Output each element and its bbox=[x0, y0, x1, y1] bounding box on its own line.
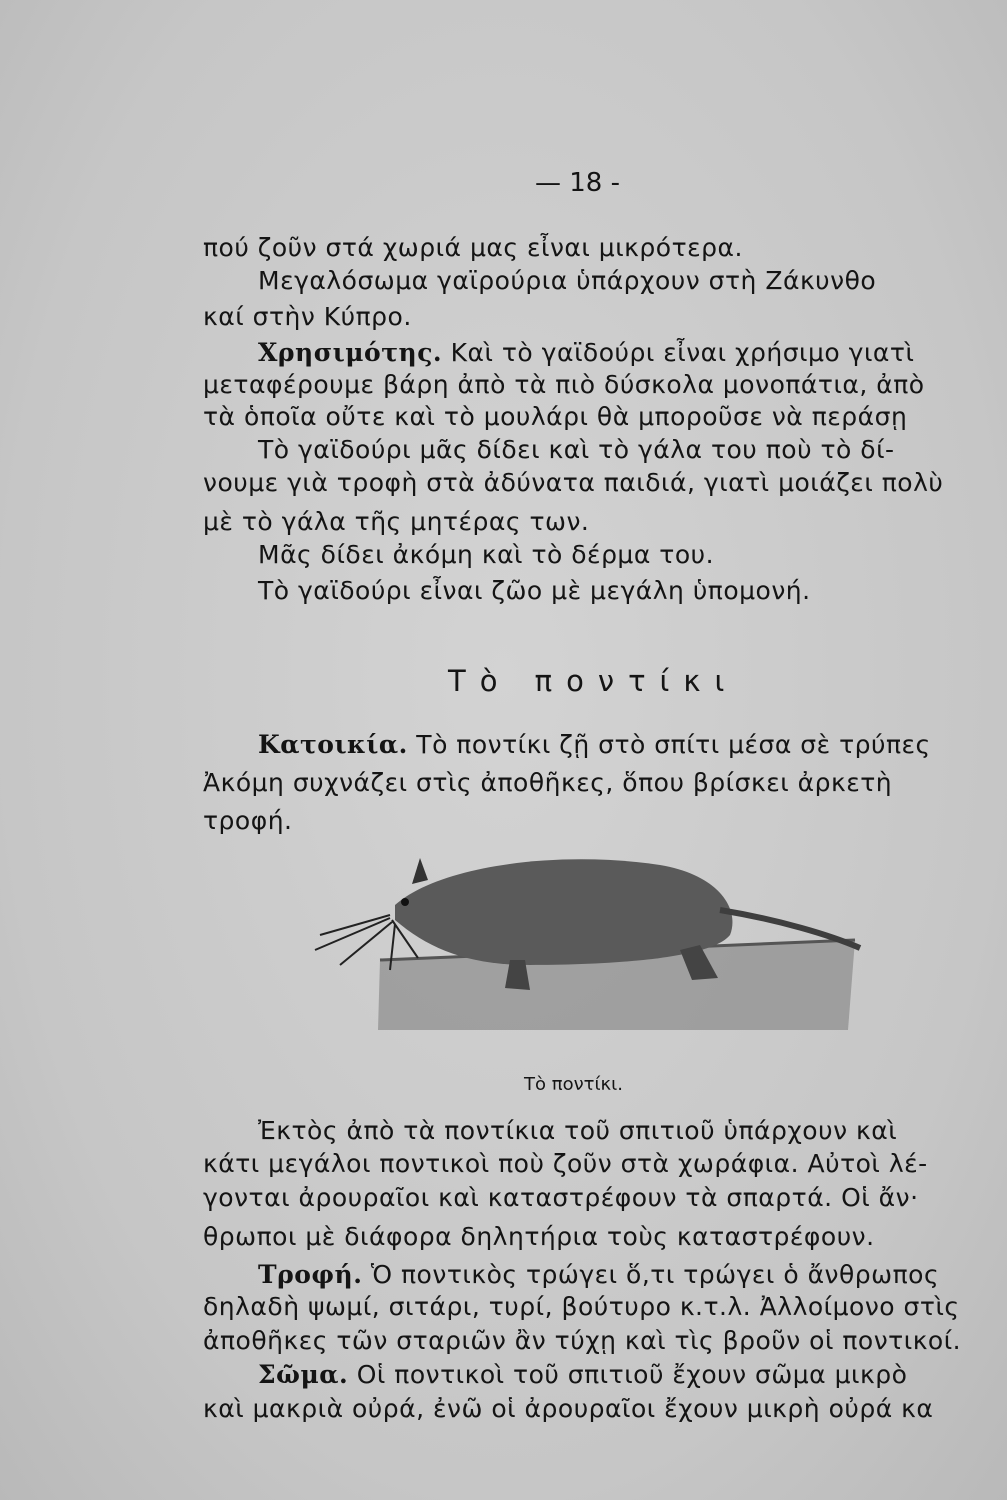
text-line: καὶ μακριὰ οὐρά, ἐνῶ οἱ ἀρουραῖοι ἔχουν μικρὴ οὐρά κα bbox=[203, 1394, 934, 1423]
text-line: Ἐκτὸς ἀπὸ τὰ ποντίκια τοῦ σπιτιοῦ ὑπάρχουν καὶ bbox=[258, 1116, 898, 1145]
mouse-body bbox=[395, 859, 732, 965]
section-heading: Τὸ ποντίκι bbox=[448, 664, 739, 698]
paragraph-start bbox=[258, 338, 914, 368]
text-line: Τὸ γαϊδούρι εἶναι ζῶο μὲ μεγάλη ὑπομονή. bbox=[258, 576, 811, 605]
text-run: Οἱ ποντικοὶ τοῦ σπιτιοῦ ἔχουν σῶμα μικρὸ bbox=[356, 1360, 908, 1389]
mouse-illustration bbox=[300, 840, 870, 1055]
text-line: ἀποθῆκες τῶν σταριῶν ἂν τύχῃ καὶ τὶς βροῦν οἱ ποντικοί. bbox=[203, 1326, 962, 1355]
text-line: θρωποι μὲ διάφορα δηλητήρια τοὺς καταστρέφουν. bbox=[203, 1222, 875, 1251]
figure-caption: Τὸ ποντίκι. bbox=[524, 1074, 623, 1095]
section-label-usefulness: Χρησιμότης. bbox=[258, 338, 443, 367]
paragraph-start bbox=[258, 1260, 939, 1290]
paragraph-start bbox=[258, 1360, 907, 1390]
text-line: πού ζοῦν στά χωριά μας εἶναι μικρότερα. bbox=[203, 233, 743, 262]
page-number: — 18 - bbox=[535, 168, 620, 198]
text-line: Μεγαλόσωμα γαϊρούρια ὑπάρχουν στὴ Ζάκυνθο bbox=[258, 266, 877, 295]
mouse-eye bbox=[401, 898, 409, 906]
text-line: καί στὴν Κύπρο. bbox=[203, 302, 412, 331]
section-label-body: Σῶμα. bbox=[258, 1360, 349, 1389]
text-line: μεταφέρουμε βάρη ἀπὸ τὰ πιὸ δύσκολα μονοπάτια, ἀπὸ bbox=[203, 370, 925, 399]
text-run: Ὁ ποντικὸς τρώγει ὅ,τι τρώγει ὁ ἄνθρωπος bbox=[370, 1260, 940, 1289]
text-line: νουμε γιὰ τροφὴ στὰ ἀδύνατα παιδιά, γιατὶ μοιάζει πολὺ bbox=[203, 468, 944, 497]
text-line: μὲ τὸ γάλα τῆς μητέρας των. bbox=[203, 507, 590, 536]
text-line: κάτι μεγάλοι ποντικοὶ ποὺ ζοῦν στὰ χωράφια. Αὐτοὶ λέ- bbox=[203, 1149, 928, 1178]
section-label-habitat: Κατοικία. bbox=[258, 730, 408, 759]
mouse-ear bbox=[412, 858, 428, 884]
text-line: Ἀκόμη συχνάζει στὶς ἀποθῆκες, ὅπου βρίσκει ἀρκετὴ bbox=[203, 768, 893, 797]
text-line: τὰ ὁποῖα οὔτε καὶ τὸ μουλάρι θὰ μποροῦσε νὰ περάσῃ bbox=[203, 402, 908, 431]
text-line: τροφή. bbox=[203, 806, 293, 835]
text-line: Τὸ γαϊδούρι μᾶς δίδει καὶ τὸ γάλα του ποὺ τὸ δί- bbox=[258, 435, 895, 464]
text-run: Καὶ τὸ γαϊδούρι εἶναι χρήσιμο γιατὶ bbox=[450, 338, 915, 367]
section-label-food: Τροφή. bbox=[258, 1260, 363, 1289]
paragraph-start bbox=[258, 730, 931, 760]
text-line: Μᾶς δίδει ἀκόμη καὶ τὸ δέρμα του. bbox=[258, 540, 715, 569]
text-line: δηλαδὴ ψωμί, σιτάρι, τυρί, βούτυρο κ.τ.λ. Ἀλλοίμονο στὶς bbox=[203, 1292, 960, 1321]
text-run: Τὸ ποντίκι ζῇ στὸ σπίτι μέσα σὲ τρύπες bbox=[416, 730, 931, 759]
text-line: γονται ἀρουραῖοι καὶ καταστρέφουν τὰ σπαρτά. Οἱ ἄν· bbox=[203, 1183, 919, 1212]
